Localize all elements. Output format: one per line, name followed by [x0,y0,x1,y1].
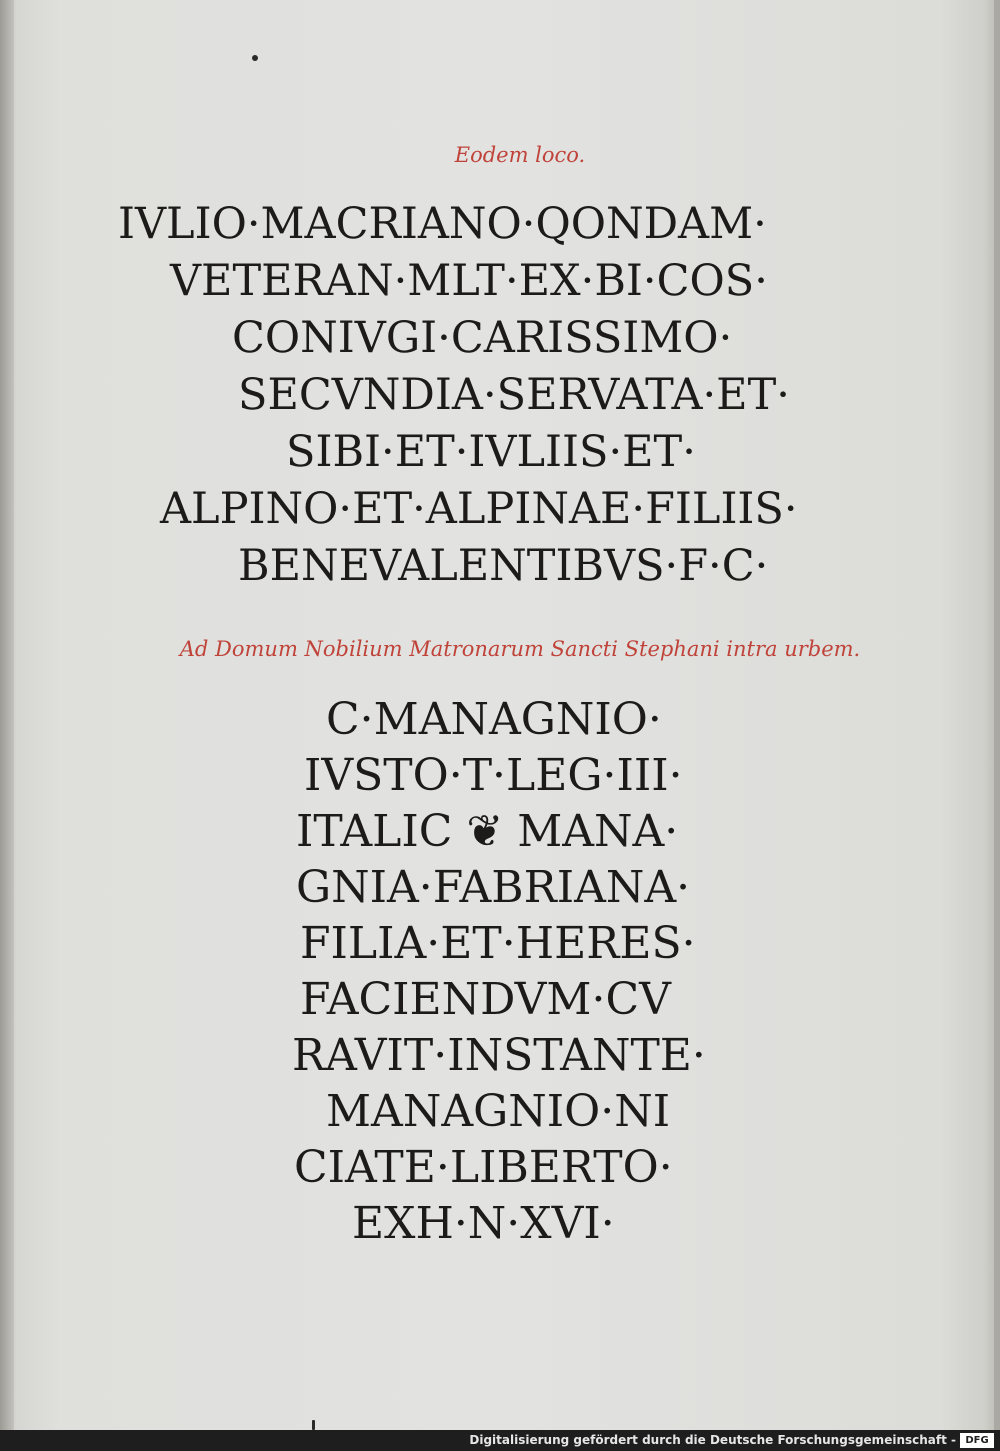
inscription-line: VETERAN·MLT·EX·BI·COS· [170,256,768,306]
inscription-line: C·MANAGNIO· [326,694,662,745]
ink-speck [312,1420,315,1430]
inscription-line: SIBI·ET·IVLIIS·ET· [286,427,696,477]
dfg-logo: DFG [960,1433,994,1448]
caption-eodem-loco: Eodem loco. [454,143,586,167]
inscription-line: IVLIO·MACRIANO·QONDAM· [118,199,767,249]
inscription-line: ALPINO·ET·ALPINAE·FILIIS· [160,484,798,534]
inscription-line: GNIA·FABRIANA· [296,862,691,913]
inscription-line: FILIA·ET·HERES· [300,918,696,969]
inscription-line: RAVIT·INSTANTE· [292,1030,706,1081]
ink-speck [252,55,258,61]
digitization-footer [0,1430,1000,1451]
caption-location: Ad Domum Nobilium Matronarum Sancti Stephani intra urbem. [179,637,861,661]
inscription-line: SECVNDIA·SERVATA·ET· [238,370,790,420]
inscription-line: BENEVALENTIBVS·F·C· [238,541,769,591]
inscription-line: CONIVGI·CARISSIMO· [232,313,733,363]
inscription-line: CIATE·LIBERTO· [294,1142,673,1193]
funding-notice: Digitalisierung gefördert durch die Deutsche Forschungsgemeinschaft - [469,1433,956,1447]
binding-edge [0,0,14,1430]
page-edge [994,0,1000,1430]
inscription-line: IVSTO·T·LEG·III· [304,750,683,801]
inscription-line: MANAGNIO·NI [326,1086,671,1137]
inscription-line: ITALIC ❦ MANA· [296,806,679,857]
inscription-line: FACIENDVM·CV [300,974,671,1025]
inscription-line: EXH·N·XVI· [352,1198,615,1249]
